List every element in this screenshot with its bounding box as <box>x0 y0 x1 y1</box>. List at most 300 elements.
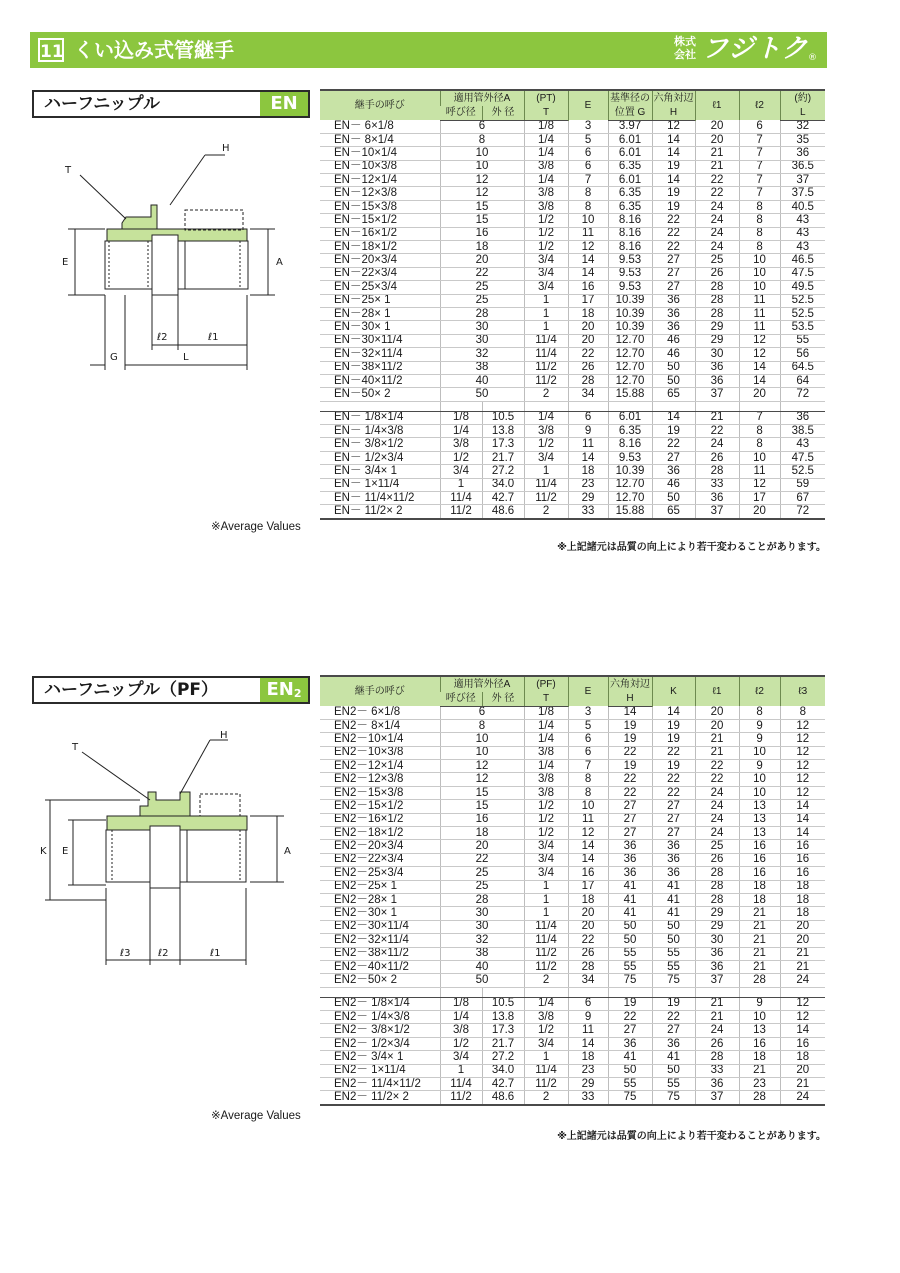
col-header-t: T <box>524 692 568 706</box>
table-cell: 16 <box>440 227 524 240</box>
fitting-name-cell: EN2－32×11/4 <box>320 934 440 947</box>
table-cell: 48.6 <box>482 1091 524 1105</box>
fitting-name-cell: EN－ 8×1/4 <box>320 133 440 146</box>
fitting-name-cell: EN2－ 3/4× 1 <box>320 1051 440 1064</box>
table-cell: 26 <box>568 947 608 960</box>
label-T: T <box>65 165 72 176</box>
table-cell: 13 <box>739 813 780 826</box>
en2-dimension-drawing <box>40 730 310 975</box>
fitting-name-cell: EN－50× 2 <box>320 388 440 401</box>
table-row <box>320 492 825 505</box>
table-cell: 14 <box>568 267 608 280</box>
table-cell: 7 <box>739 187 780 200</box>
table-cell: 11/2 <box>524 374 568 387</box>
table-cell: 3/8 <box>440 438 482 451</box>
table-cell: 75 <box>652 974 695 987</box>
table-cell: 25 <box>440 867 524 880</box>
table-cell: 8 <box>739 227 780 240</box>
col-header-e: E <box>568 676 608 706</box>
table-cell: 29 <box>568 492 608 505</box>
table-cell: 12 <box>739 334 780 347</box>
col-header-name: 継手の呼び <box>320 90 440 120</box>
table-cell: 1/2 <box>524 227 568 240</box>
table-cell: 19 <box>608 760 652 773</box>
table-cell: 12.70 <box>608 348 652 361</box>
table-cell: 27.2 <box>482 1051 524 1064</box>
table-cell: 8 <box>780 706 825 719</box>
table-cell: 10 <box>440 147 524 160</box>
table-cell: 36 <box>608 840 652 853</box>
col-header-pf: (PF) <box>524 676 568 692</box>
table-cell: 1/4 <box>524 997 568 1010</box>
table-cell: 12 <box>780 1011 825 1024</box>
table-cell: 55 <box>608 960 652 973</box>
fitting-name-cell: EN2－ 1/2×3/4 <box>320 1037 440 1050</box>
table-row <box>320 241 825 254</box>
spec-note: ※上記諸元は品質の向上により若干変わることがあります。 <box>557 1131 826 1142</box>
table-cell: 15.88 <box>608 388 652 401</box>
table-cell: 28 <box>695 465 739 478</box>
table-cell: 10 <box>440 746 524 759</box>
table-cell: 43 <box>780 214 825 227</box>
table-cell: 8.16 <box>608 214 652 227</box>
col-header-l2: ℓ2 <box>739 90 780 120</box>
table-cell: 5 <box>568 133 608 146</box>
table-cell: 29 <box>568 1078 608 1091</box>
table-cell: 11/4 <box>524 1064 568 1077</box>
table-cell: 34.0 <box>482 1064 524 1077</box>
col-header-nominal: 呼び径 <box>440 692 482 706</box>
table-cell: 41 <box>652 1051 695 1064</box>
table-row <box>320 840 825 853</box>
table-cell: 20 <box>695 120 739 133</box>
table-cell: 41 <box>652 880 695 893</box>
table-cell: 46 <box>652 478 695 491</box>
table-cell: 22 <box>608 746 652 759</box>
table-cell: 33 <box>695 478 739 491</box>
table-row <box>320 214 825 227</box>
table-cell: 18 <box>440 241 524 254</box>
table-cell: 3/8 <box>524 773 568 786</box>
table-cell: 9 <box>739 997 780 1010</box>
table-row <box>320 187 825 200</box>
table-row <box>320 1078 825 1091</box>
table-cell: 1 <box>524 1051 568 1064</box>
table-row <box>320 505 825 519</box>
table-cell: 11/4 <box>524 934 568 947</box>
table-cell: 40 <box>440 374 524 387</box>
table-cell: 75 <box>608 1091 652 1105</box>
table-cell: 37 <box>695 388 739 401</box>
table-cell: 46 <box>652 334 695 347</box>
table-cell: 19 <box>652 760 695 773</box>
table-cell: 12 <box>739 478 780 491</box>
table-cell: 19 <box>608 997 652 1010</box>
table-row <box>320 388 825 401</box>
table-cell: 23 <box>568 478 608 491</box>
table-cell: 10 <box>739 773 780 786</box>
table-cell: 28 <box>695 893 739 906</box>
table-row <box>320 997 825 1010</box>
table-row <box>320 853 825 866</box>
table-cell: 43 <box>780 241 825 254</box>
table-cell: 20 <box>695 133 739 146</box>
fitting-name-cell: EN2－10×3/8 <box>320 746 440 759</box>
table-cell: 37 <box>695 974 739 987</box>
table-cell: 3/8 <box>524 187 568 200</box>
table-cell: 29 <box>695 334 739 347</box>
label-H: H <box>220 730 228 741</box>
table-row <box>320 334 825 347</box>
label-l3: ℓ3 <box>120 948 131 959</box>
table-cell: 75 <box>608 974 652 987</box>
table-cell: 20 <box>780 934 825 947</box>
table-cell: 3/8 <box>524 746 568 759</box>
table-cell: 16 <box>780 1037 825 1050</box>
table-cell: 16 <box>780 853 825 866</box>
table-cell: 25 <box>440 281 524 294</box>
table-cell: 27 <box>652 267 695 280</box>
fitting-name-cell: EN－12×3/8 <box>320 187 440 200</box>
table-cell: 64.5 <box>780 361 825 374</box>
table-cell: 6 <box>568 997 608 1010</box>
table-cell: 24 <box>695 227 739 240</box>
table-cell: 21 <box>739 1064 780 1077</box>
table-cell: 1/4 <box>524 411 568 424</box>
table-cell: 19 <box>608 733 652 746</box>
fitting-name-cell: EN－ 1×11/4 <box>320 478 440 491</box>
table-cell: 14 <box>652 147 695 160</box>
table-cell: 10.5 <box>482 997 524 1010</box>
table-cell: 50 <box>608 1064 652 1077</box>
table-cell: 48.6 <box>482 505 524 519</box>
table-cell: 19 <box>652 160 695 173</box>
section-code: $EN_2$ <box>260 678 308 702</box>
table-cell: 22 <box>695 760 739 773</box>
table-cell: 34 <box>568 388 608 401</box>
table-cell: 55 <box>652 1078 695 1091</box>
table-cell: 8 <box>739 438 780 451</box>
table-cell: 12 <box>780 719 825 732</box>
table-cell: 1/4 <box>524 174 568 187</box>
col-header-h-a: 六角対辺 <box>608 676 652 692</box>
table-cell: 11 <box>568 227 608 240</box>
table-cell: 41 <box>608 893 652 906</box>
table-cell: 14 <box>568 853 608 866</box>
table-cell: 1 <box>440 478 482 491</box>
table-cell: 37 <box>695 505 739 519</box>
table-cell: 6.35 <box>608 425 652 438</box>
table-cell: 30 <box>695 934 739 947</box>
table-cell: 36 <box>695 960 739 973</box>
fitting-name-cell: EN2－22×3/4 <box>320 853 440 866</box>
table-cell: 10.39 <box>608 465 652 478</box>
table-cell: 22 <box>695 187 739 200</box>
table-cell: 22 <box>652 773 695 786</box>
table-cell: 9 <box>568 1011 608 1024</box>
table-cell: 30 <box>440 334 524 347</box>
table-row <box>320 361 825 374</box>
fitting-name-cell: EN－22×3/4 <box>320 267 440 280</box>
table-cell: 21 <box>739 907 780 920</box>
col-header-l3: ℓ3 <box>780 676 825 706</box>
table-cell: 3/4 <box>524 840 568 853</box>
table-cell: 50 <box>440 388 524 401</box>
table-cell: 36 <box>695 947 739 960</box>
table-cell: 41 <box>608 880 652 893</box>
table-cell: 23 <box>739 1078 780 1091</box>
table-cell: 6 <box>440 706 524 719</box>
table-cell: 16 <box>739 853 780 866</box>
table-cell: 1 <box>524 307 568 320</box>
section-title-en2 <box>32 676 310 704</box>
label-A: A <box>284 846 291 857</box>
table-cell: 12 <box>652 120 695 133</box>
table-cell: 36 <box>608 867 652 880</box>
label-l2: ℓ2 <box>157 332 168 343</box>
table-cell: 22 <box>652 227 695 240</box>
table-cell: 36 <box>695 374 739 387</box>
table-cell: 75 <box>652 1091 695 1105</box>
table-cell: 27 <box>652 451 695 464</box>
fitting-name-cell: EN－ 11/2× 2 <box>320 505 440 519</box>
table-cell: 50 <box>652 920 695 933</box>
table-cell: 47.5 <box>780 267 825 280</box>
table-cell: 27.2 <box>482 465 524 478</box>
table-cell: 14 <box>739 361 780 374</box>
table-cell: 21 <box>780 1078 825 1091</box>
table-cell: 1/4 <box>524 133 568 146</box>
col-header-h-b: H <box>608 692 652 706</box>
fitting-name-cell: EN2－20×3/4 <box>320 840 440 853</box>
table-cell: 10 <box>739 267 780 280</box>
table-cell: 18 <box>739 1051 780 1064</box>
fitting-name-cell: EN－38×11/2 <box>320 361 440 374</box>
table-cell: 55 <box>652 947 695 960</box>
fitting-name-cell: EN2－ 1×11/4 <box>320 1064 440 1077</box>
table-row <box>320 773 825 786</box>
table-cell: 26 <box>695 1037 739 1050</box>
table-cell: 2 <box>524 1091 568 1105</box>
table-cell: 40 <box>440 960 524 973</box>
table-cell: 17 <box>568 880 608 893</box>
table-cell: 8 <box>739 706 780 719</box>
table-cell: 1/2 <box>524 438 568 451</box>
table-cell: 28 <box>440 307 524 320</box>
table-cell: 9.53 <box>608 451 652 464</box>
table-row <box>320 1064 825 1077</box>
table-cell: 14 <box>608 706 652 719</box>
col-header-od: 外 径 <box>482 106 524 120</box>
table-cell: 15 <box>440 214 524 227</box>
table-cell: 28 <box>695 1051 739 1064</box>
fitting-name-cell: EN2－ 11/4×11/2 <box>320 1078 440 1091</box>
table-cell: 3/4 <box>440 465 482 478</box>
fitting-name-cell: EN2－25×3/4 <box>320 867 440 880</box>
fitting-name-cell: EN－12×1/4 <box>320 174 440 187</box>
table-cell: 19 <box>652 425 695 438</box>
table-cell: 17.3 <box>482 438 524 451</box>
table-cell: 50 <box>440 974 524 987</box>
table-row <box>320 706 825 719</box>
table-cell: 6 <box>568 147 608 160</box>
table-cell: 11/4 <box>524 348 568 361</box>
table-cell: 22 <box>652 214 695 227</box>
table-row <box>320 1024 825 1037</box>
table-cell: 28 <box>568 374 608 387</box>
table-cell: 3/8 <box>524 200 568 213</box>
table-row <box>320 147 825 160</box>
table-cell: 21 <box>695 147 739 160</box>
table-cell: 1/4 <box>524 147 568 160</box>
table-cell: 36 <box>695 492 739 505</box>
table-cell: 30 <box>440 321 524 334</box>
table-cell: 1/8 <box>440 411 482 424</box>
table-cell: 8 <box>739 241 780 254</box>
table-cell: 50 <box>652 361 695 374</box>
table-cell: 18 <box>568 307 608 320</box>
table-row <box>320 813 825 826</box>
table-cell: 20 <box>695 706 739 719</box>
table-cell: 41 <box>652 893 695 906</box>
table-cell: 8.16 <box>608 227 652 240</box>
table-cell: 22 <box>608 1011 652 1024</box>
table-cell: 10 <box>739 746 780 759</box>
table-cell: 2 <box>524 974 568 987</box>
table-cell: 46.5 <box>780 254 825 267</box>
table-cell: 24 <box>695 1024 739 1037</box>
table-cell: 1/2 <box>440 451 482 464</box>
table-cell: 8 <box>440 719 524 732</box>
table-cell: 36 <box>652 840 695 853</box>
label-T: T <box>72 742 79 753</box>
table-cell: 21 <box>739 960 780 973</box>
table-cell: 10.39 <box>608 307 652 320</box>
table-cell: 6 <box>568 160 608 173</box>
table-cell: 1/8 <box>524 120 568 133</box>
table-cell: 55 <box>608 1078 652 1091</box>
table-cell: 13.8 <box>482 425 524 438</box>
table-cell: 1/2 <box>524 827 568 840</box>
table-cell: 11/4 <box>524 920 568 933</box>
table-cell: 24 <box>695 800 739 813</box>
table-row <box>320 200 825 213</box>
table-cell: 22 <box>440 853 524 866</box>
fitting-name-cell: EN2－15×3/8 <box>320 786 440 799</box>
table-cell: 27 <box>652 800 695 813</box>
table-cell: 11/4 <box>524 334 568 347</box>
table-row <box>320 438 825 451</box>
table-cell: 21 <box>739 934 780 947</box>
table-cell: 20 <box>739 505 780 519</box>
table-row <box>320 719 825 732</box>
table-cell: 30 <box>440 920 524 933</box>
table-cell: 47.5 <box>780 451 825 464</box>
table-cell: 50 <box>652 374 695 387</box>
table-cell: 20 <box>440 254 524 267</box>
table-cell: 12 <box>780 760 825 773</box>
table-cell: 3/4 <box>524 281 568 294</box>
table-cell: 20 <box>440 840 524 853</box>
fitting-name-cell: EN2－ 6×1/8 <box>320 706 440 719</box>
table-cell: 1 <box>524 465 568 478</box>
table-cell: 50 <box>608 934 652 947</box>
table-row <box>320 321 825 334</box>
table-row <box>320 374 825 387</box>
table-cell: 26 <box>695 451 739 464</box>
table-cell: 12 <box>780 773 825 786</box>
table-cell: 22 <box>652 438 695 451</box>
table-row <box>320 960 825 973</box>
table-cell: 9 <box>568 425 608 438</box>
table-cell: 26 <box>695 267 739 280</box>
table-cell: 50 <box>652 1064 695 1077</box>
fitting-name-cell: EN2－12×1/4 <box>320 760 440 773</box>
table-cell: 36 <box>652 853 695 866</box>
table-cell: 20 <box>568 321 608 334</box>
fitting-name-cell: EN－10×1/4 <box>320 147 440 160</box>
table-row <box>320 227 825 240</box>
table-cell: 18 <box>739 880 780 893</box>
table-cell: 28 <box>568 960 608 973</box>
table-cell: 37 <box>695 1091 739 1105</box>
table-row <box>320 174 825 187</box>
table-cell: 41 <box>608 1051 652 1064</box>
table-cell: 27 <box>608 813 652 826</box>
table-separator <box>320 401 825 411</box>
table-cell: 23 <box>568 1064 608 1077</box>
table-cell: 11 <box>568 438 608 451</box>
table-cell: 14 <box>652 411 695 424</box>
table-cell: 21 <box>739 947 780 960</box>
table-cell: 10 <box>739 451 780 464</box>
col-header-tube-od: 適用管外径A <box>440 676 524 692</box>
fitting-name-cell: EN2－ 1/4×3/8 <box>320 1011 440 1024</box>
table-cell: 7 <box>568 174 608 187</box>
table-cell: 12 <box>780 786 825 799</box>
table-cell: 12.70 <box>608 492 652 505</box>
table-cell: 65 <box>652 505 695 519</box>
table-cell: 36.5 <box>780 160 825 173</box>
company-logo: フジトク <box>702 34 809 64</box>
col-header-h-b: H <box>652 106 695 120</box>
fitting-name-cell: EN－10×3/8 <box>320 160 440 173</box>
table-cell: 12.70 <box>608 478 652 491</box>
table-cell: 11 <box>568 813 608 826</box>
col-header-l2: ℓ2 <box>739 676 780 706</box>
table-cell: 1/4 <box>524 719 568 732</box>
table-cell: 12 <box>440 773 524 786</box>
table-cell: 25 <box>440 294 524 307</box>
table-cell: 28 <box>695 281 739 294</box>
table-cell: 50 <box>652 492 695 505</box>
table-cell: 46 <box>652 348 695 361</box>
table-cell: 9.53 <box>608 281 652 294</box>
table-cell: 9.53 <box>608 254 652 267</box>
table-cell: 21 <box>780 947 825 960</box>
table-cell: 67 <box>780 492 825 505</box>
fitting-name-cell: EN－30×11/4 <box>320 334 440 347</box>
table-cell: 2 <box>524 505 568 519</box>
table-cell: 14 <box>652 133 695 146</box>
table-cell: 12 <box>440 187 524 200</box>
table-cell: 36 <box>652 465 695 478</box>
table-row <box>320 974 825 987</box>
table-cell: 18 <box>568 465 608 478</box>
fitting-name-cell: EN2－15×1/2 <box>320 800 440 813</box>
table-row <box>320 281 825 294</box>
table-row <box>320 254 825 267</box>
